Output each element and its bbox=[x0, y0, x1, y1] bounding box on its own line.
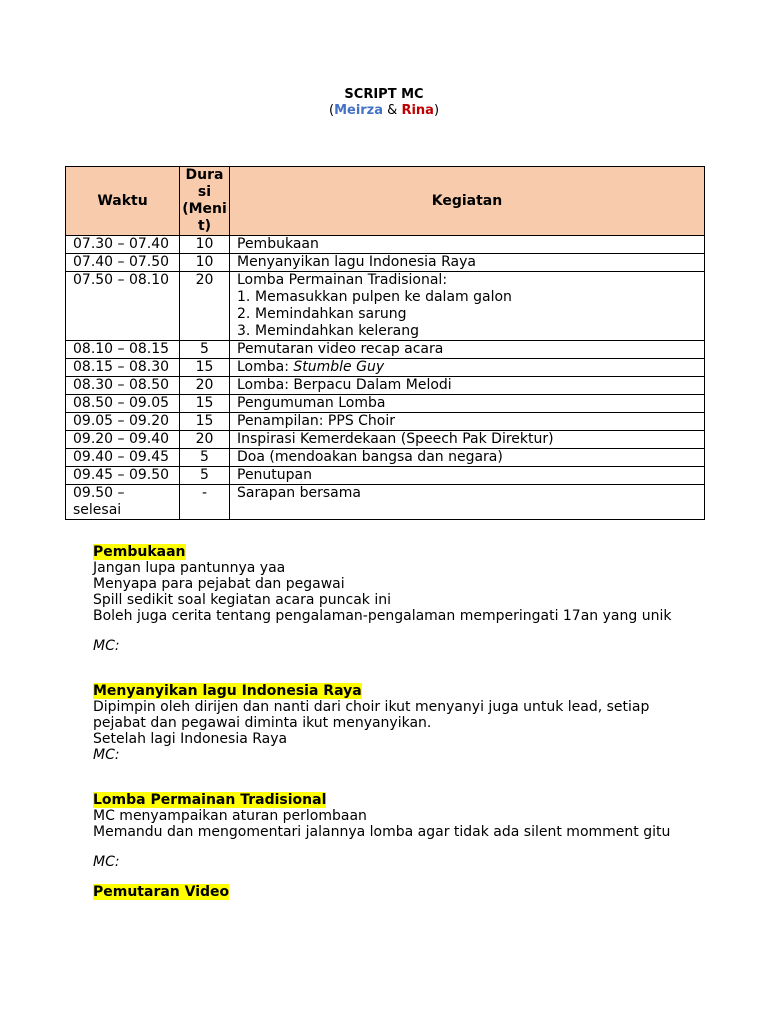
mc-label: MC: bbox=[93, 854, 120, 870]
list-text: Memindahkan sarung bbox=[255, 306, 407, 322]
table-row bbox=[66, 485, 705, 520]
note-line: Boleh juga cerita tentang pengalaman-pengalaman memperingati 17an yang unik bbox=[93, 608, 672, 624]
cell-waktu: 07.40 – 07.50 bbox=[66, 254, 180, 272]
cell-durasi: 5 bbox=[180, 341, 230, 359]
cell-kegiatan: Pembukaan bbox=[230, 236, 705, 254]
cell-durasi: 15 bbox=[180, 359, 230, 377]
table-row bbox=[66, 413, 705, 431]
cell-waktu: 08.15 – 08.30 bbox=[66, 359, 180, 377]
cell-waktu: 09.40 – 09.45 bbox=[66, 449, 180, 467]
mc-label: MC: bbox=[93, 638, 120, 654]
table-row bbox=[66, 431, 705, 449]
cell-kegiatan: Doa (mendoakan bangsa dan negara) bbox=[230, 449, 705, 467]
note-line: Setelah lagi Indonesia Raya bbox=[93, 731, 288, 747]
section-heading: Menyanyikan lagu Indonesia Raya bbox=[93, 683, 362, 699]
note-line: MC menyampaikan aturan perlombaan bbox=[93, 808, 367, 824]
cell-waktu: 09.20 – 09.40 bbox=[66, 431, 180, 449]
table-row bbox=[66, 377, 705, 395]
list-number: 1. bbox=[237, 289, 251, 305]
note-line: Spill sedikit soal kegiatan acara puncak ini bbox=[93, 592, 392, 608]
cell-waktu: 07.30 – 07.40 bbox=[66, 236, 180, 254]
cell-waktu bbox=[66, 485, 180, 520]
cell-kegiatan: Pengumuman Lomba bbox=[230, 395, 705, 413]
table-row bbox=[66, 359, 705, 377]
note-line: Menyapa para pejabat dan pegawai bbox=[93, 576, 345, 592]
list-text: Memindahkan kelerang bbox=[255, 323, 420, 339]
cell-durasi: 20 bbox=[180, 377, 230, 395]
cell-kegiatan: Inspirasi Kemerdekaan (Speech Pak Direktur) bbox=[230, 431, 705, 449]
header-durasi-line: Dura bbox=[185, 167, 224, 183]
cell-kegiatan bbox=[230, 359, 705, 377]
note-line: Dipimpin oleh dirijen dan nanti dari choir ikut menyanyi juga untuk lead, setiap pejabat dan pegawai diminta ikut menyanyikan. bbox=[93, 699, 650, 731]
note-line: Jangan lupa pantunnya yaa bbox=[93, 560, 286, 576]
cell-durasi: 20 bbox=[180, 431, 230, 449]
list-item bbox=[237, 323, 697, 340]
list-number: 3. bbox=[237, 323, 251, 339]
header-durasi bbox=[180, 167, 230, 236]
cell-durasi: 15 bbox=[180, 395, 230, 413]
cell-waktu: 08.30 – 08.50 bbox=[66, 377, 180, 395]
cell-kegiatan: Menyanyikan lagu Indonesia Raya bbox=[230, 254, 705, 272]
section-heading: Pembukaan bbox=[93, 544, 186, 560]
header-durasi-line: t) bbox=[197, 218, 212, 234]
cell-kegiatan: Penampilan: PPS Choir bbox=[230, 413, 705, 431]
cell-durasi: 5 bbox=[180, 449, 230, 467]
waktu-line: selesai bbox=[73, 502, 122, 518]
open-paren: ( bbox=[328, 103, 335, 118]
header-waktu: Waktu bbox=[66, 167, 180, 236]
cell-durasi: 5 bbox=[180, 467, 230, 485]
header-kegiatan: Kegiatan bbox=[230, 167, 705, 236]
waktu-line: 09.50 – bbox=[73, 485, 125, 501]
cell-kegiatan bbox=[230, 272, 705, 341]
close-paren: ) bbox=[433, 103, 440, 118]
cell-durasi: 10 bbox=[180, 236, 230, 254]
document-title: SCRIPT MC bbox=[344, 87, 424, 102]
cell-kegiatan: Penutupan bbox=[230, 467, 705, 485]
kegiatan-title: Lomba Permainan Tradisional: bbox=[237, 272, 448, 288]
table-row bbox=[66, 395, 705, 413]
cell-durasi: - bbox=[180, 485, 230, 520]
table-row bbox=[66, 449, 705, 467]
table-row bbox=[66, 341, 705, 359]
mc-notes bbox=[93, 544, 693, 900]
cell-waktu: 07.50 – 08.10 bbox=[66, 272, 180, 341]
section-heading: Pemutaran Video bbox=[93, 884, 230, 900]
table-header-row bbox=[66, 167, 705, 236]
cell-durasi: 10 bbox=[180, 254, 230, 272]
cell-waktu: 08.10 – 08.15 bbox=[66, 341, 180, 359]
kegiatan-italic: Stumble Guy bbox=[293, 359, 385, 375]
header-durasi-line: (Meni bbox=[182, 201, 227, 217]
kegiatan-prefix: Lomba: bbox=[237, 359, 294, 375]
section-heading: Lomba Permainan Tradisional bbox=[93, 792, 327, 808]
list-item bbox=[237, 289, 697, 306]
cell-kegiatan: Pemutaran video recap acara bbox=[230, 341, 705, 359]
cell-durasi: 15 bbox=[180, 413, 230, 431]
ampersand: & bbox=[383, 103, 402, 118]
cell-kegiatan: Sarapan bersama bbox=[230, 485, 705, 520]
table-row bbox=[66, 236, 705, 254]
lomba-list bbox=[237, 289, 697, 340]
mc-name-rina: Rina bbox=[401, 103, 434, 118]
cell-waktu: 09.05 – 09.20 bbox=[66, 413, 180, 431]
section-indonesia-raya bbox=[93, 683, 693, 763]
section-pembukaan bbox=[93, 544, 693, 654]
list-text: Memasukkan pulpen ke dalam galon bbox=[255, 289, 512, 305]
section-video bbox=[93, 884, 693, 900]
table-row bbox=[66, 467, 705, 485]
mc-name-meirza: Meirza bbox=[334, 103, 384, 118]
cell-waktu: 09.45 – 09.50 bbox=[66, 467, 180, 485]
list-number: 2. bbox=[237, 306, 251, 322]
table-row bbox=[66, 254, 705, 272]
mc-label: MC: bbox=[93, 747, 120, 763]
schedule-table bbox=[65, 166, 705, 520]
cell-durasi: 20 bbox=[180, 272, 230, 341]
list-item bbox=[237, 306, 697, 323]
mc-names bbox=[0, 102, 768, 119]
cell-kegiatan: Lomba: Berpacu Dalam Melodi bbox=[230, 377, 705, 395]
table-row bbox=[66, 272, 705, 341]
cell-waktu: 08.50 – 09.05 bbox=[66, 395, 180, 413]
header-durasi-line: si bbox=[197, 184, 212, 200]
note-line: Memandu dan mengomentari jalannya lomba agar tidak ada silent momment gitu bbox=[93, 824, 671, 840]
section-lomba bbox=[93, 792, 693, 870]
